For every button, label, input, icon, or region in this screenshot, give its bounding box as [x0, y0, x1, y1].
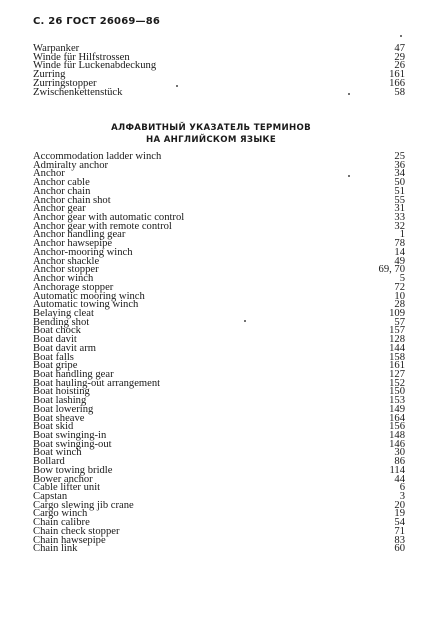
index-term: Accommodation ladder winch	[33, 151, 162, 162]
index-term: Boat lowering	[33, 403, 94, 415]
index-page-number: 128	[389, 334, 405, 346]
index-term: Boat hoisting	[33, 386, 90, 398]
index-entry	[33, 159, 405, 171]
index-page-number: 6	[399, 482, 405, 494]
index-term: Chain link	[33, 543, 78, 555]
index-page-number: 58	[394, 86, 405, 98]
index-term: Chain calibre	[33, 517, 90, 529]
index-entry	[33, 534, 405, 546]
index-entry	[33, 449, 405, 458]
index-page-number: 114	[389, 464, 405, 476]
index-term: Boat falls	[33, 351, 74, 363]
index-entry	[33, 388, 405, 397]
index-page-number: 55	[394, 194, 405, 206]
index-page-number: 161	[389, 69, 405, 81]
print-speck	[348, 93, 350, 95]
index-term: Winde für Hilfstrossen	[33, 51, 130, 63]
index-page-number: 29	[394, 51, 405, 63]
index-term: Anchor cable	[33, 177, 90, 189]
index-entry	[33, 194, 405, 206]
index-page-number: 166	[389, 77, 405, 89]
index-term: Winde für Luckenabdeckung	[33, 60, 157, 72]
index-term: Cargo slewing jib crane	[33, 499, 134, 511]
index-page-number: 20	[394, 499, 405, 511]
index-entry	[33, 545, 405, 554]
index-page-number: 86	[394, 456, 405, 468]
print-speck	[348, 175, 350, 177]
index-page-number: 164	[389, 412, 405, 424]
index-term: Anchor	[33, 168, 65, 180]
index-page-number: 36	[394, 159, 405, 171]
index-term: Cargo winch	[33, 508, 88, 520]
print-speck	[176, 85, 178, 87]
index-page-number: 83	[394, 534, 405, 546]
index-term: Anchorage stopper	[33, 281, 114, 293]
index-term: Chain hawsepipe	[33, 534, 106, 546]
index-term: Anchor winch	[33, 273, 94, 285]
index-term: Admiralty anchor	[33, 159, 109, 171]
index-page-number: 49	[394, 255, 405, 267]
index-page-number: 156	[389, 421, 405, 433]
index-page-number: 153	[389, 395, 405, 407]
index-term: Zwischenkettenstück	[33, 86, 123, 98]
section-title-line-2: НА АНГЛИЙСКОМ ЯЗЫКЕ	[145, 135, 277, 145]
index-entry	[33, 327, 405, 336]
index-page-number: 72	[394, 281, 405, 293]
index-page-number: 33	[394, 212, 405, 224]
index-page-number: 78	[394, 238, 405, 250]
index-page-number: 69, 70	[378, 264, 405, 276]
index-entry	[33, 62, 405, 71]
index-entry	[33, 351, 405, 363]
index-page-number: 57	[394, 316, 405, 328]
index-term: Boat swinging-in	[33, 430, 107, 441]
index-page-number: 157	[389, 325, 405, 337]
index-page-number: 26	[394, 60, 405, 72]
index-term: Anchor handling gear	[33, 229, 126, 241]
section-title	[0, 122, 422, 146]
index-term: Anchor gear with remote control	[33, 220, 172, 232]
index-term: Boat handling gear	[33, 368, 114, 380]
index-page-number: 32	[394, 220, 405, 232]
index-page-number: 150	[389, 386, 405, 398]
index-term: Anchor chain shot	[33, 194, 111, 206]
print-speck	[400, 35, 402, 37]
index-page-number: 31	[394, 203, 405, 215]
index-term: Boat chock	[33, 325, 81, 337]
index-term: Boat gripe	[33, 360, 78, 372]
index-page-number: 109	[389, 307, 405, 319]
index-term: Anchor chain	[33, 185, 91, 197]
index-page-number: 149	[389, 403, 405, 415]
index-entry	[33, 403, 405, 415]
index-term: Anchor hawsepipe	[33, 238, 113, 250]
index-page-number: 148	[389, 430, 405, 441]
english-term-list	[33, 153, 405, 554]
index-page-number: 25	[394, 151, 405, 162]
index-page-number: 152	[389, 377, 405, 389]
index-page-number: 3	[399, 491, 405, 503]
index-entry	[33, 316, 405, 328]
index-page-number: 14	[394, 246, 405, 258]
index-term: Zurring	[33, 69, 66, 81]
index-term: Boat davit arm	[33, 342, 96, 354]
german-term-list	[33, 45, 405, 97]
index-term: Automatic towing winch	[33, 299, 139, 311]
index-term: Boat lashing	[33, 395, 87, 407]
index-page-number: 50	[394, 177, 405, 189]
print-speck	[244, 320, 246, 322]
index-page-number: 47	[394, 43, 405, 54]
index-page-number: 28	[394, 299, 405, 311]
index-term: Boat winch	[33, 447, 82, 459]
section-title-line-1: АЛФАВИТНЫЙ УКАЗАТЕЛЬ ТЕРМИНОВ	[111, 123, 311, 133]
index-entry	[33, 412, 405, 424]
index-term: Bow towing bridle	[33, 464, 113, 476]
index-page-number: 127	[389, 368, 405, 380]
index-term: Anchor stopper	[33, 264, 99, 276]
index-term: Zurringstopper	[33, 77, 97, 89]
index-page-number: 10	[394, 290, 405, 302]
index-page-number: 34	[394, 168, 405, 180]
index-page-number: 54	[394, 517, 405, 529]
index-term: Anchor gear	[33, 203, 86, 215]
index-term: Cable lifter unit	[33, 482, 101, 494]
page-header: С. 26 ГОСТ 26069—86	[33, 16, 161, 27]
index-term: Bending shot	[33, 316, 90, 328]
index-term: Capstan	[33, 491, 68, 503]
index-page-number: 146	[389, 438, 405, 450]
index-term: Anchor-mooring winch	[33, 246, 133, 258]
index-entry	[33, 438, 405, 450]
index-term: Boat davit	[33, 334, 77, 346]
index-term: Boat skid	[33, 421, 74, 433]
index-page-number: 71	[394, 525, 405, 537]
index-term: Chain check stopper	[33, 525, 120, 537]
index-term: Bollard	[33, 456, 65, 468]
index-entry	[33, 499, 405, 511]
index-term: Bower anchor	[33, 473, 93, 485]
index-term: Boat hauling-out arrangement	[33, 377, 161, 389]
index-page-number: 51	[394, 185, 405, 197]
index-page-number: 60	[394, 543, 405, 555]
index-term: Boat sheave	[33, 412, 85, 424]
index-term: Automatic mooring winch	[33, 290, 145, 302]
index-page-number: 1	[399, 229, 405, 241]
index-entry	[33, 484, 405, 493]
index-page-number: 5	[399, 273, 405, 285]
index-term: Belaying cleat	[33, 307, 94, 319]
index-page-number: 44	[394, 473, 405, 485]
index-term: Anchor shackle	[33, 255, 100, 267]
index-page-number: 144	[389, 342, 405, 354]
index-page-number: 19	[394, 508, 405, 520]
index-page-number: 30	[394, 447, 405, 459]
index-entry	[33, 342, 405, 354]
index-term: Boat swinging-out	[33, 438, 112, 450]
index-page-number: 161	[389, 360, 405, 372]
index-page-number: 158	[389, 351, 405, 363]
index-term: Warpanker	[33, 43, 80, 54]
index-term: Anchor gear with automatic control	[33, 212, 185, 224]
